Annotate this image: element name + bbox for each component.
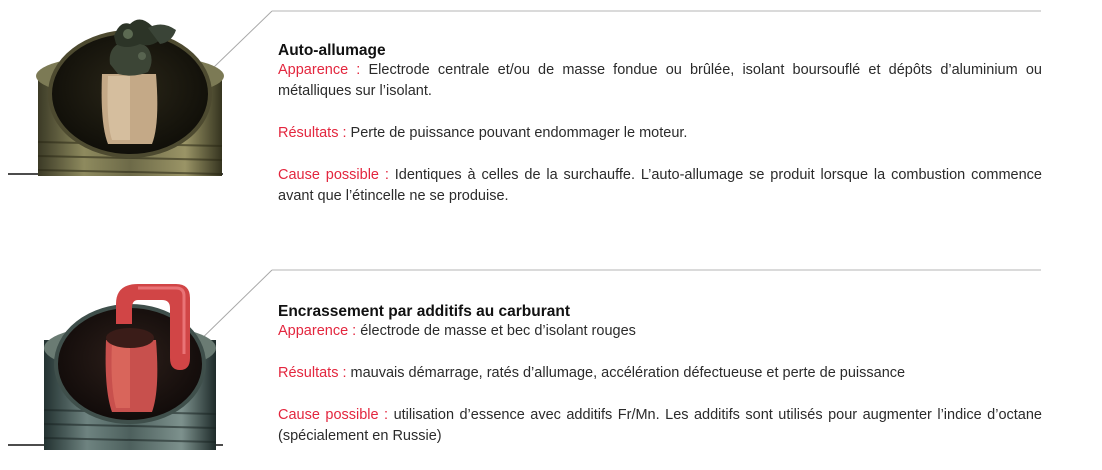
- apparence-text: Electrode centrale et/ou de masse fondue ou brûlée, isolant boursouflé et dépôts d’aluminium ou métalliques sur l’isolant.: [278, 62, 1042, 99]
- resultats-label: Résultats :: [278, 125, 351, 141]
- section-title: Auto-allumage: [278, 42, 386, 59]
- cause-label: Cause possible :: [278, 407, 394, 423]
- cause-paragraph: [278, 405, 1042, 447]
- resultats-text: mauvais démarrage, ratés d’allumage, accélération défectueuse et perte de puissance: [350, 365, 906, 381]
- apparence-label: Apparence :: [278, 323, 361, 339]
- section-content: [278, 41, 1042, 207]
- resultats-text: Perte de puissance pouvant endommager le moteur.: [350, 125, 688, 141]
- resultats-paragraph: [278, 363, 1042, 384]
- red-deposit-spark-plug-image: [30, 278, 230, 450]
- resultats-paragraph: [278, 123, 1042, 144]
- apparence-paragraph: [278, 60, 1042, 102]
- section-encrassement-additifs: [0, 262, 1102, 470]
- section-title: Encrassement par additifs au carburant: [278, 303, 571, 320]
- cause-paragraph: [278, 165, 1042, 207]
- resultats-label: Résultats :: [278, 365, 351, 381]
- apparence-paragraph: [278, 321, 1042, 342]
- apparence-text: électrode de masse et bec d’isolant rouges: [360, 323, 636, 339]
- cause-text: utilisation d’essence avec additifs Fr/Mn. Les additifs sont utilisés pour augmenter l’indice d’octane (spécialement en Russie): [278, 407, 1042, 444]
- cause-text: Identiques à celles de la surchauffe. L’auto-allumage se produit lorsque la combustion commence avant que l’étincelle ne se produise.: [278, 167, 1043, 204]
- apparence-label: Apparence :: [278, 62, 369, 78]
- burnt-spark-plug-image: [30, 14, 230, 176]
- section-content: [278, 302, 1042, 447]
- cause-label: Cause possible :: [278, 167, 395, 183]
